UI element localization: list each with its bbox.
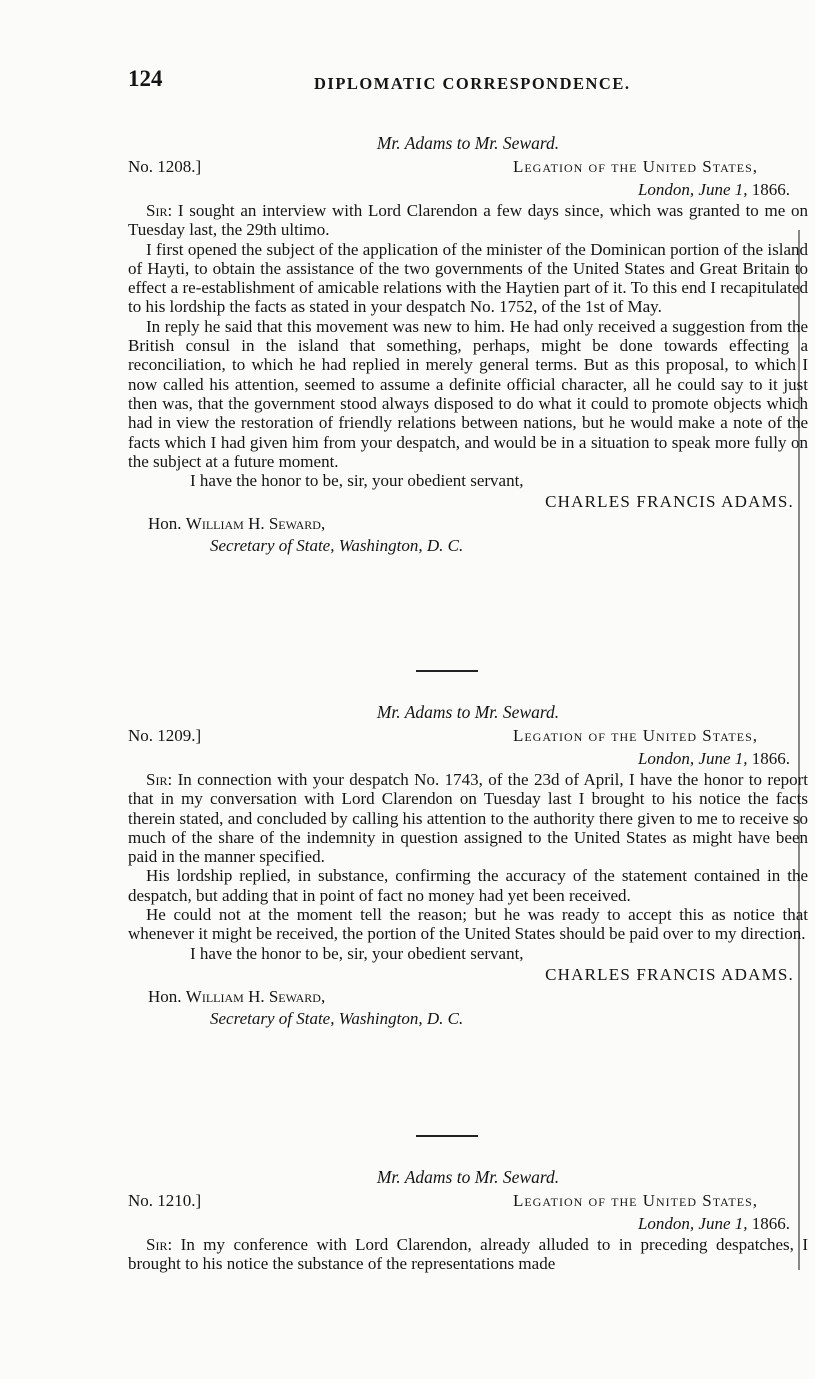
letter-head-row [128, 1191, 808, 1213]
closing-line: I have the honor to be, sir, your obedient servant, [190, 943, 524, 963]
section-divider [416, 1135, 478, 1137]
addressee-name: William H. Seward, [185, 514, 326, 534]
letter-head-row [128, 157, 808, 179]
letter-title: Mr. Adams to Mr. Seward. [376, 1167, 560, 1187]
salutation: Sir: [146, 770, 173, 789]
date-year: 1866. [751, 749, 790, 768]
paragraph: In reply he said that this movement was new to him. He had only received a suggestion from the British consul in the island that something, perhaps, might be done towards effecting a reconciliation, to which he had replied in merely general terms. But as this proposal, to which I now called his attention, seemed to assume a definite official character, all he could say to it just then was, that the government stood always disposed to do what it could to promote objects which had in view the restoration of friendly relations between nations, but he would make a note of the facts which I had given him from your despatch, and would be in a situation to speak more fully on the subject at a future moment. [128, 316, 808, 471]
letter-head-row [128, 726, 808, 748]
letter-1208 [128, 129, 808, 557]
addressee-title: Secretary of State, Washington, D. C. [210, 1008, 464, 1028]
date-place: London, June 1, [637, 749, 748, 768]
date-place: London, June 1, [637, 180, 748, 199]
addressee-prefix: Hon. [148, 986, 182, 1006]
salutation: Sir: [146, 1235, 173, 1254]
despatch-number: No. 1209.] [128, 726, 202, 745]
addressee-prefix: Hon. [148, 514, 182, 534]
running-head: DIPLOMATIC CORRESPONDENCE. [314, 74, 631, 93]
paragraph: His lordship replied, in substance, confirming the accuracy of the statement contained in the despatch, but adding that in point of fact no money had yet been received. [128, 866, 808, 905]
date-year: 1866. [751, 180, 790, 199]
signature: CHARLES FRANCIS ADAMS. [545, 964, 794, 984]
paragraph: He could not at the moment tell the reason; but he was ready to accept this as notice that whenever it might be received, the portion of the United States should be paid over to my direction. [128, 905, 808, 944]
date-year: 1866. [751, 1214, 790, 1233]
section-divider [416, 670, 478, 672]
addressee [128, 513, 808, 535]
letter-1209 [128, 698, 808, 1030]
legation-line: Legation of the United States, [512, 1191, 758, 1210]
date-place: London, June 1, [637, 1214, 748, 1233]
signature: CHARLES FRANCIS ADAMS. [545, 492, 794, 512]
paragraph-text: In my conference with Lord Clarendon, already alluded to in preceding despatches, I brought to his notice the substance of the representations made [128, 1235, 809, 1274]
addressee-title: Secretary of State, Washington, D. C. [210, 536, 464, 556]
addressee [128, 986, 808, 1008]
despatch-number: No. 1208.] [128, 157, 202, 176]
dateline [128, 179, 808, 201]
dateline [128, 1213, 808, 1235]
paragraph-text: I sought an interview with Lord Clarendon a few days since, which was granted to me on Tuesday last, the 29th ultimo. [128, 201, 808, 240]
dateline [128, 748, 808, 770]
legation-line: Legation of the United States, [512, 726, 758, 745]
paragraph [128, 201, 808, 240]
paragraph [128, 770, 808, 866]
paragraph: I first opened the subject of the application of the minister of the Dominican portion of the island of Hayti, to obtain the assistance of the two governments of the United States and Great Britain to effect a re-establishment of amicable relations with the Haytien part of it. To this end I recapitulated to his lordship the facts as stated in your despatch No. 1752, of the 1st of May. [128, 239, 808, 317]
addressee-name: William H. Seward, [185, 986, 326, 1006]
salutation: Sir: [146, 201, 173, 220]
letter-1210 [128, 1163, 808, 1274]
page-number: 124 [128, 66, 163, 91]
paragraph [128, 1235, 808, 1274]
letter-title: Mr. Adams to Mr. Seward. [376, 133, 560, 153]
page-header [128, 66, 808, 96]
paragraph-text: In connection with your despatch No. 1743, of the 23d of April, I have the honor to report that in my conversation with Lord Clarendon on Tuesday last I brought to his notice the facts therein stated, and concluded by calling his attention to the authority there given to me to receive so much of the share of the indemnity in question assigned to the United States as might have been paid in the manner specified. [128, 770, 809, 867]
closing-line: I have the honor to be, sir, your obedient servant, [190, 471, 524, 491]
despatch-number: No. 1210.] [128, 1191, 202, 1210]
legation-line: Legation of the United States, [512, 157, 758, 176]
letter-title: Mr. Adams to Mr. Seward. [376, 702, 560, 722]
